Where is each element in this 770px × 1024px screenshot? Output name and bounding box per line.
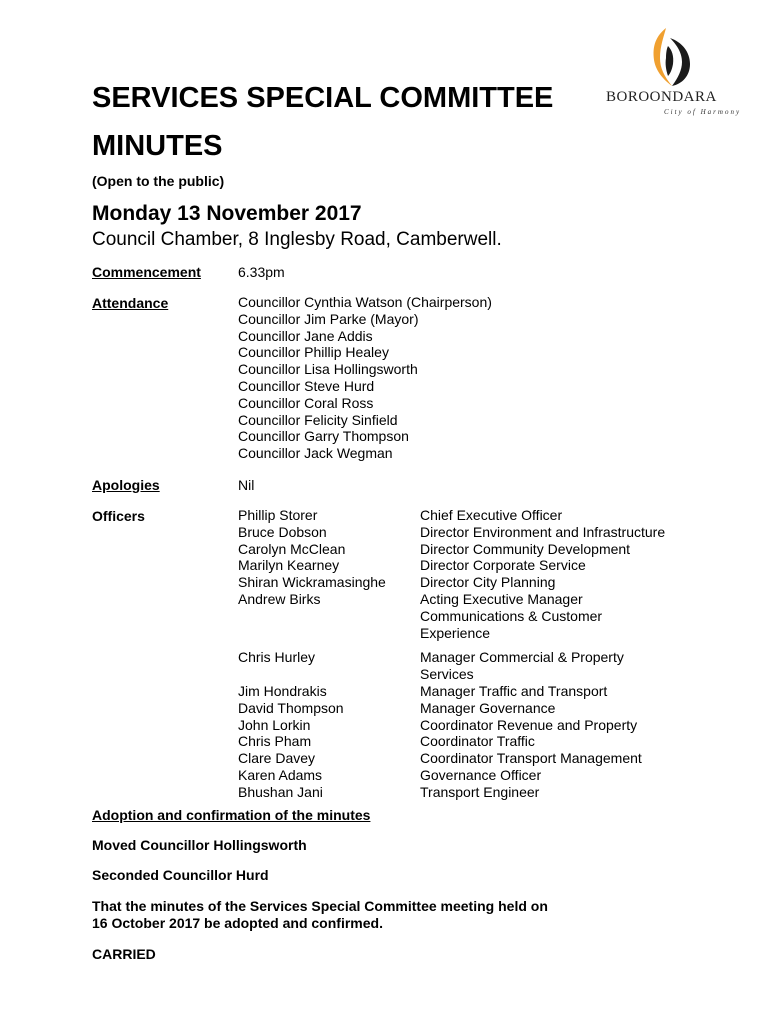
officer-role: Coordinator Revenue and Property bbox=[420, 716, 638, 733]
officer-name: Chris Hurley bbox=[238, 649, 316, 666]
boroondara-logo bbox=[606, 24, 742, 120]
apologies-value: Nil bbox=[238, 477, 255, 493]
officer-name: Bhushan Jani bbox=[238, 783, 323, 800]
officer-role: Director City Planning bbox=[420, 574, 556, 591]
attendee: Councillor Coral Ross bbox=[238, 394, 374, 411]
title-line-2: MINUTES bbox=[92, 130, 223, 162]
resolution-text bbox=[92, 898, 652, 932]
officer-name: David Thompson bbox=[238, 699, 344, 716]
officer-role: Governance Officer bbox=[420, 766, 542, 783]
officer-role: Director Environment and Infrastructure bbox=[420, 523, 666, 540]
resolution-line-2: 16 October 2017 be adopted and confirmed. bbox=[92, 915, 383, 931]
officer-role: Coordinator Transport Management bbox=[420, 750, 642, 767]
officer-role: Manager Traffic and Transport bbox=[420, 682, 608, 699]
officer-name: John Lorkin bbox=[238, 716, 311, 733]
attendee: Councillor Lisa Hollingsworth bbox=[238, 361, 418, 378]
officer-name: Andrew Birks bbox=[238, 590, 321, 607]
logo-wordmark: BOROONDARA bbox=[606, 89, 717, 105]
officer-role: Acting Executive Manager bbox=[420, 590, 583, 607]
page-title bbox=[92, 74, 553, 170]
officer-name: Karen Adams bbox=[238, 766, 323, 783]
apologies-label: Apologies bbox=[92, 477, 160, 493]
moved-by: Moved Councillor Hollingsworth bbox=[92, 837, 307, 853]
officer-role-cont: Experience bbox=[420, 624, 491, 641]
attendance-label: Attendance bbox=[92, 295, 169, 311]
officer-role-cont: Communications & Customer bbox=[420, 607, 603, 624]
open-to-public-note: (Open to the public) bbox=[92, 173, 225, 189]
commencement-label: Commencement bbox=[92, 264, 201, 280]
attendee: Councillor Cynthia Watson (Chairperson) bbox=[238, 294, 492, 310]
attendee: Councillor Garry Thompson bbox=[238, 428, 409, 445]
officer-name: Clare Davey bbox=[238, 750, 316, 767]
attendee: Councillor Jack Wegman bbox=[238, 445, 393, 462]
officer-role: Director Corporate Service bbox=[420, 557, 586, 574]
officer-role: Manager Commercial & Property bbox=[420, 649, 624, 666]
meeting-venue: Council Chamber, 8 Inglesby Road, Camberwell. bbox=[92, 229, 502, 250]
officer-name: Phillip Storer bbox=[238, 507, 318, 523]
officer-role: Director Community Development bbox=[420, 540, 631, 557]
attendee: Councillor Steve Hurd bbox=[238, 377, 375, 394]
attendee: Councillor Jane Addis bbox=[238, 327, 373, 344]
officer-name: Chris Pham bbox=[238, 733, 312, 750]
officer-name: Marilyn Kearney bbox=[238, 557, 340, 574]
attendee: Councillor Phillip Healey bbox=[238, 344, 389, 361]
officer-name: Jim Hondrakis bbox=[238, 682, 327, 699]
officer-name: Shiran Wickramasinghe bbox=[238, 574, 386, 591]
officer-name: Carolyn McClean bbox=[238, 540, 346, 557]
officer-role-cont: Services bbox=[420, 666, 474, 683]
motion-outcome: CARRIED bbox=[92, 946, 156, 962]
officer-role: Chief Executive Officer bbox=[420, 507, 563, 523]
attendance-list bbox=[238, 294, 492, 462]
officer-role: Manager Governance bbox=[420, 699, 556, 716]
boroondara-emblem-icon bbox=[642, 24, 698, 88]
officer-role: Transport Engineer bbox=[420, 783, 540, 800]
officers-label: Officers bbox=[92, 508, 145, 524]
seconded-by: Seconded Councillor Hurd bbox=[92, 867, 269, 883]
attendee: Councillor Jim Parke (Mayor) bbox=[238, 310, 419, 327]
officer-name: Bruce Dobson bbox=[238, 523, 327, 540]
officer-role: Coordinator Traffic bbox=[420, 733, 535, 750]
adoption-heading: Adoption and confirmation of the minutes bbox=[92, 807, 371, 823]
logo-tagline: City of Harmony bbox=[664, 108, 742, 116]
meeting-date: Monday 13 November 2017 bbox=[92, 202, 362, 225]
officer-names bbox=[238, 507, 386, 801]
title-line-1: SERVICES SPECIAL COMMITTEE bbox=[92, 82, 554, 114]
attendee: Councillor Felicity Sinfield bbox=[238, 411, 398, 428]
officer-roles bbox=[420, 507, 665, 801]
commencement-value: 6.33pm bbox=[238, 264, 285, 280]
resolution-line-1: That the minutes of the Services Special Committee meeting held on bbox=[92, 898, 548, 914]
